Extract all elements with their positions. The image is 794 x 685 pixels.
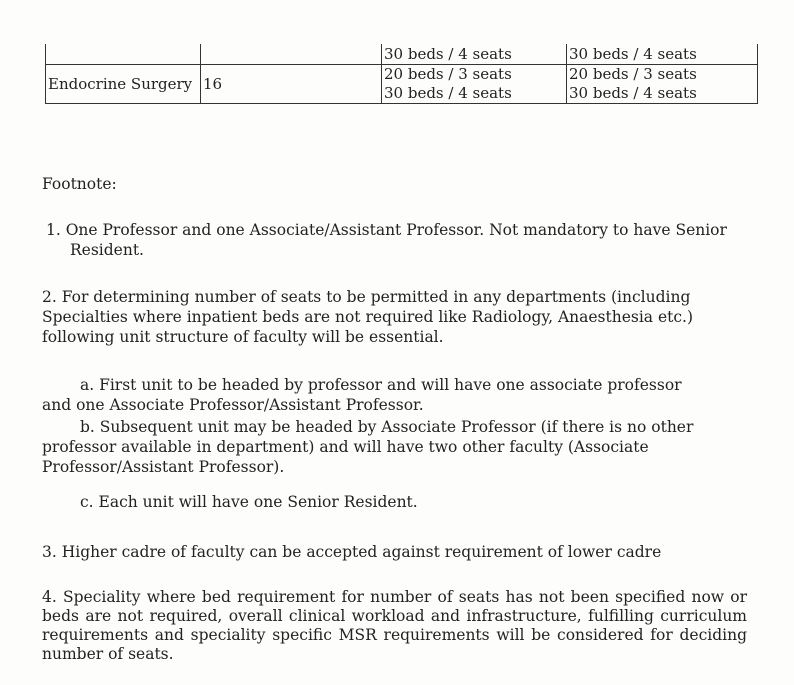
footnote-2c: c. Each unit will have one Senior Resident. [80, 493, 418, 511]
cell-line: 30 beds / 4 seats [569, 84, 697, 102]
department-cell: Endocrine Surgery [46, 65, 201, 104]
cell [46, 44, 201, 65]
cell [382, 65, 567, 104]
count-cell: 16 [201, 65, 382, 104]
footnote-title: Footnote: [42, 175, 117, 193]
cell-line: 30 beds / 4 seats [384, 84, 512, 102]
footnote-2a: a. First unit to be headed by professor and will have one associate professor and one Associate Professor/Assistant Professor. [42, 376, 682, 414]
footnote-3: 3. Higher cadre of faculty can be accepted against requirement of lower cadre [42, 543, 662, 561]
cell-line: 20 beds / 3 seats [569, 65, 697, 83]
cell [201, 44, 382, 65]
table-row [46, 44, 758, 65]
seats-table [45, 44, 758, 104]
footnote-2b: b. Subsequent unit may be headed by Associate Professor (if there is no other professor available in department) and will have two other faculty (Associate Professor/Assistant Professor). [42, 418, 694, 476]
cell [567, 65, 758, 104]
footnote-2: 2. For determining number of seats to be permitted in any departments (including Specialties where inpatient beds are not required like Radiology, Anaesthesia etc.) following unit structure of faculty will be essential. [42, 288, 694, 346]
footnote-1: 1. One Professor and one Associate/Assistant Professor. Not mandatory to have Senior Resident. [46, 221, 727, 259]
footnote-4: 4. Speciality where bed requirement for number of seats has not been specified now or beds are not required, overall clinical workload and infrastructure, fulfilling curriculum requirements and speciality specific MSR requirements will be considered for deciding number of seats. [42, 588, 747, 663]
cell-line: 20 beds / 3 seats [384, 65, 512, 83]
cell: 30 beds / 4 seats [567, 44, 758, 65]
cell: 30 beds / 4 seats [382, 44, 567, 65]
table-row [46, 65, 758, 104]
